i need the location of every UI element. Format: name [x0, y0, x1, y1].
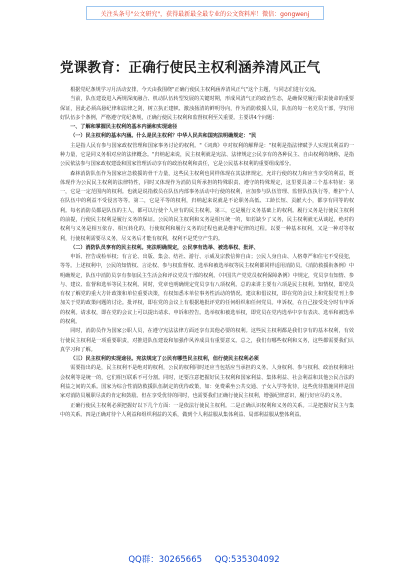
document-title: 党课教育：正确行使民主权利涵养清风正气 — [60, 60, 321, 76]
body-paragraph: 需要指出的是，民主权利不是绝对的权利，公民的权利同时还应当包括应当承担的义务。人身权利、参与权利、政治权利和社会权利等是统一的，它们相互联系不可分割。同时，还要注意把握好民主权利和国家利益、集体利益、社会利益和其他公民合法的利益之间的关系。国家为综合性消防救援队伍制定的优待政策，如：免费乘坐公共交通、子女入学等优待，这些优待措施同样是国家对消防员履职尽责的肯定和鼓励。但在享受优待的同时，也需要我们正确行使民主权利，增强纪律意识，履行好应尽的义务。 — [60, 365, 354, 400]
banner-wechat-link[interactable]: 微信：gongwenj — [262, 10, 310, 18]
footer-qq: QQ:535304092 — [214, 555, 280, 565]
section-heading: （二）消防队员享有的民主权利。宪法明确规定，公民享有选举、被选举权、批评、 — [70, 244, 259, 251]
body-paragraph: 森林消防队伍作为国家应急救援的骨干力量，这些民主权利也同样体现在其法律规定，允许行使的权力和应当享受的利益，既体现作为公民民主权利的法律特性，同时又体现作为消防员所承担的特殊职责、遵守的特殊规定，这里要具备三个基本特征：第一，它是一定范围内的权利。也就是说指救员在队伍内部事务活动中行使的权利，应加参与队伍管理、监督队伍执行等，维护个人在队伍中的利益不受侵害等等。第二，它是平等的权利，归纳起来说就是不论职务高低、工龄长短、贡献大小，都享有同等的权利。每名消防员都是队伍的主人，都可以行使个人应有的民主权利。第三，它是履行义务基础上的权利。履行义务是行使民主权利的前提，行使民主权利是履行义务的保证。公民的民主权利和义务是相互统一的，如若缺少了义务，民主权利就无从谈起，绝对的权利与义务是相互依存、相互转化的，行使权利和履行义务的过程也就是维护纪律的过程。以要一种基本权利，又是一种对等权利，行使权利需要尽义务，尽义务后才能有权利，权利不是凭空产生的。 — [60, 170, 354, 242]
body-paragraph: 主是指人民有参与国家政权管理和国家事务讨论的权利。"《词典》中对权利的解释是："权利是指法律赋予人实现其利益的一种力量，它是同义务相对应的法律概念。"归纳起来说，民主权利就是宪法、法律规定公民享有的各种民主、自由权利的统称，是指公民依法参与国家政权建设和国家管理活动享有的政治权利和责任，它是公民基本权利的重要组成部分。 — [60, 142, 354, 168]
body-paragraph: 当前，队伍建设进入两规深度融合、机动队伍转型发展的关键时期，形成风清气正的政治生态，是确保党履行职责使命的重要保证，因此必须高悬纪律和法律之剑，树立执正建帜、激浊扬清的鲜明导向，作为消防救援人员，队伍的每一名党员干部，学好用好队伍多个条例，严格遵守党纪条规，正确行使民主权利和监督权利至关重要。主要讲4个问题： — [60, 96, 354, 121]
section-heading: （三）民主权利的实现途径。宪法规定了公民有哪些民主权利，但行使民主权利必须 — [70, 356, 259, 363]
footer-qq-group: QQ群：30265665 — [128, 555, 203, 565]
document-body — [60, 86, 354, 541]
body-paragraph: 根据党纪条规学习月活动安排，今天由我围绕"正确行使民主权利涵养清风正气"这个主题，与同志们进行交流。 — [70, 87, 320, 93]
body-paragraph: 同时，消防员作为国家公职人员，在遵守宪法法律方面还享有其他必要的权利。这些民主权利都是我们享有的基本权利，有效行使民主权利是一项重要职责，对推进队伍建设和加强作风养成具有重要意义。总之，我们有哪些权利和义务，这些都需要我们认真学习和了解。 — [60, 328, 354, 353]
header-banner — [86, 6, 324, 20]
section-heading: （一）民主权利的基本内涵。什么是民主权利？中华人民共和国宪法明确规定："民 — [70, 133, 257, 140]
banner-text: 关注头条号"公文研究"，获得最新最全最专业的公文资料库！ — [100, 10, 263, 18]
body-paragraph: 申诉、控告或检举权；有言论、出版、集会、结社、游行、示威及宗教信仰自由；公民人身自由、人格尊严和住宅不受侵犯，等等。上述权利中，公民的知情权、言论权、参与权监督权、选举和被选举权等民主权利都同样适用消防员。《消防救援衔条例》中明确规定，队伍中消防员享有参加民主生活会和评议党员干部的权利。《中国共产党党员权利保障条例》中规定，党员享有知情、参与、建议、监督和选举等民主权利。同时，党章也明确规定党员享有八项权利。总的来讲主要有六项是民主权利。知情权，即党员有权了解党的重大方针政策和单位重要决策，有权知悉本单位事务性活动的情况。建议和倡议权，即在党的会议上和党报党刊上参加关于党的政策问题的讨论。批评权，即在党的会议上有根据地批评党的任何组织和任何党员。申诉权，在自己接受处分时有申诉的权利。请求权，即在党的会议上可以提出请求、申诉和控告。选举权和被选举权，即党员在党内选举中享有表决、选举和被选举的权利。 — [60, 254, 354, 326]
section-heading: 一、了解和掌握民主权利的基本内涵和实现途径 — [70, 124, 178, 131]
body-paragraph: 正确行使民主权利必须把握好以下几个方面：一是依法行使民主权利。二是正确认识权利和义务的关系。三是把握好民主与集中的关系。四是正确对待个人利益和组织利益的关系，做到个人利益服从集体利益、局部利益服从整体利益。 — [60, 402, 354, 418]
footer-contact — [0, 553, 408, 565]
